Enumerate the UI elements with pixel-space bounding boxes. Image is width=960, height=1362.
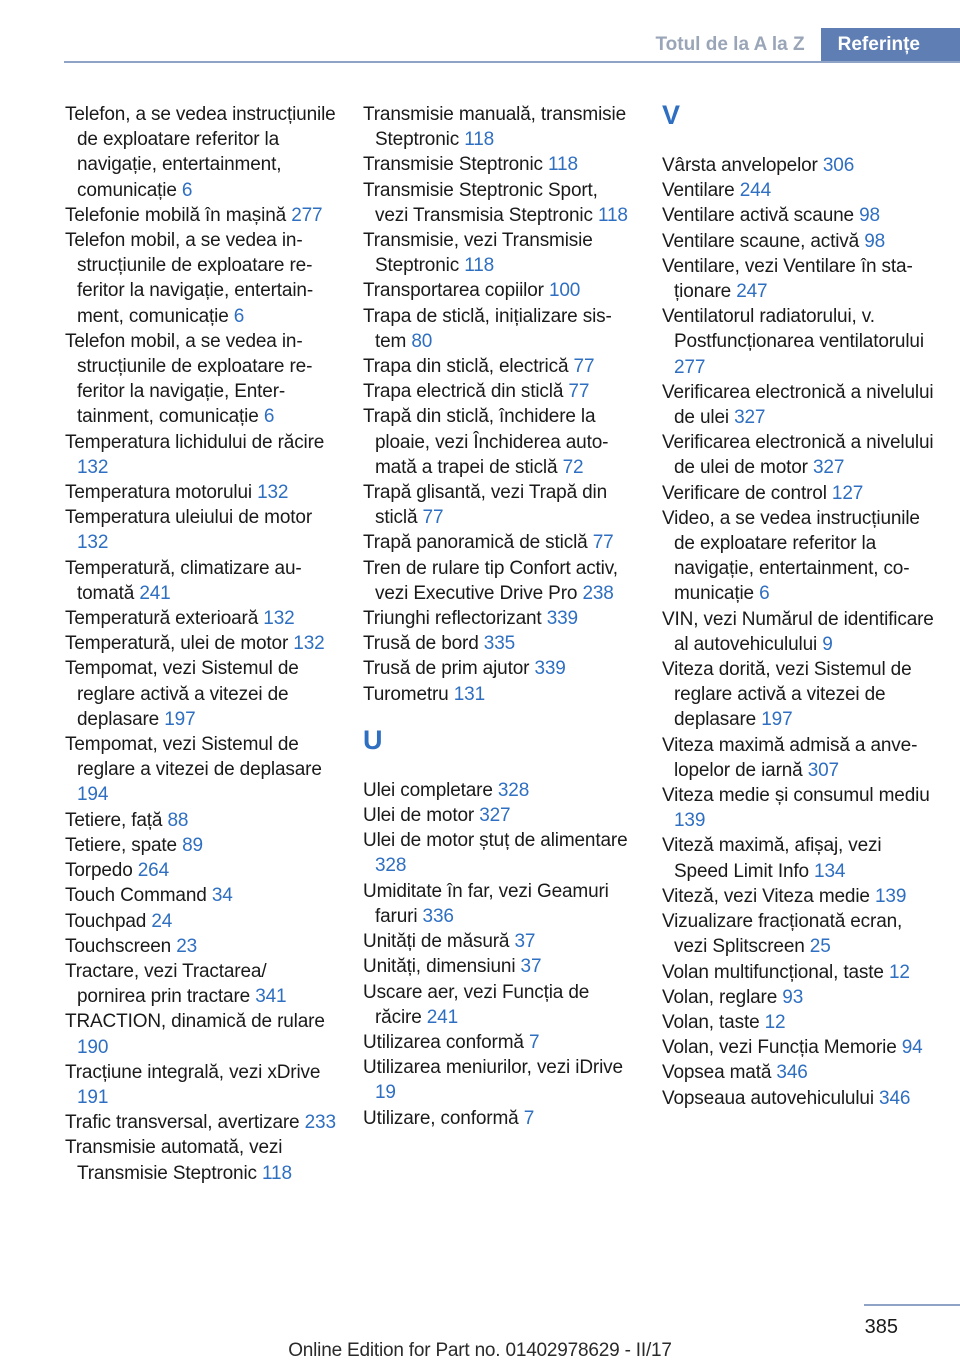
page-reference-link[interactable]: 139: [674, 810, 706, 832]
entry-term: Viteză maximă, afișaj, vezi Speed Limit Info: [662, 835, 882, 882]
page-reference-link[interactable]: 346: [879, 1087, 911, 1109]
page-reference-link[interactable]: 25: [809, 936, 831, 958]
entry-term: Telefon, a se vedea instrucțiunile de exploatare referitor la navigație, entertainment, comunicație: [65, 104, 336, 201]
entry-term: Tractare, vezi Tractarea/ pornirea prin tractare: [65, 960, 267, 1008]
index-entry: [65, 808, 337, 833]
index-entry: [65, 833, 337, 858]
entry-term: Touch Command: [65, 885, 207, 907]
page-reference-link[interactable]: 9: [822, 633, 833, 655]
page-reference-link[interactable]: 328: [497, 779, 530, 801]
entry-term: Ventilatorul radiatorului, v. Postfuncționarea ventilatorului: [662, 306, 924, 353]
index-entry: [662, 909, 934, 959]
page-reference-link[interactable]: 335: [483, 633, 516, 655]
index-entry: [662, 254, 934, 304]
page-reference-link[interactable]: 190: [77, 1036, 109, 1058]
page-reference-link[interactable]: 194: [77, 784, 109, 806]
letter-heading: V: [662, 100, 681, 130]
entry-term: Temperatura lichidului de răcire: [65, 431, 325, 453]
page-reference-link[interactable]: 241: [139, 582, 171, 604]
entry-term: Ventilare: [662, 180, 735, 202]
page-reference-link[interactable]: 132: [293, 633, 325, 655]
entry-term: Triunghi reflectorizant: [363, 608, 542, 630]
page-reference-link[interactable]: 77: [568, 381, 590, 403]
entry-term: VIN, vezi Numărul de identificare al autovehiculului: [662, 608, 934, 655]
index-entry: [65, 505, 337, 555]
page-reference-link[interactable]: 247: [736, 281, 768, 303]
index-entry: [363, 530, 635, 555]
index-entry: [363, 178, 635, 228]
index-entry: [65, 656, 337, 732]
index-entry: [65, 556, 337, 606]
index-entry: [363, 152, 635, 177]
page-number: 385: [864, 1316, 898, 1338]
entry-term: Touchscreen: [65, 935, 172, 957]
index-column-3: [662, 102, 934, 1111]
index-entry: [65, 203, 337, 228]
letter-heading: U: [363, 724, 383, 755]
page-reference-link[interactable]: 89: [182, 834, 203, 856]
index-entry: [65, 102, 337, 203]
page-reference-link[interactable]: 191: [77, 1086, 109, 1108]
entry-term: Tren de rulare tip Confort activ, vezi Executive Drive Pro: [363, 557, 618, 604]
page-reference-link[interactable]: 24: [151, 910, 173, 932]
page-reference-link[interactable]: 139: [874, 885, 907, 907]
entry-term: Viteza dorită, vezi Sistemul de reglare activă a vitezei de deplasare: [662, 659, 912, 731]
page-reference-link[interactable]: 118: [548, 154, 578, 176]
page-reference-link[interactable]: 94: [901, 1037, 923, 1059]
entry-term: Temperatura motorului: [65, 482, 252, 504]
index-entry: [363, 354, 635, 379]
entry-term: Tracțiune integrală, vezi xDrive: [65, 1061, 321, 1083]
entry-term: Umiditate în far, vezi Geamuri faruri: [363, 880, 609, 927]
index-entry: [65, 430, 337, 480]
entry-term: Transmisie manuală, transmisie Steptronic: [363, 104, 626, 151]
entry-term: Transportarea copiilor: [363, 280, 544, 302]
index-entry: [363, 1055, 635, 1105]
index-entry: [662, 178, 934, 203]
entry-term: Volan, vezi Funcția Memorie: [662, 1037, 897, 1059]
index-entry: [662, 985, 934, 1010]
index-entry: [662, 229, 934, 254]
page-reference-link[interactable]: 19: [375, 1082, 396, 1104]
index-entry: [662, 153, 934, 178]
page-reference-link[interactable]: 277: [291, 204, 323, 226]
page-reference-link[interactable]: 328: [375, 855, 407, 877]
page-reference-link[interactable]: 197: [761, 709, 793, 731]
entry-term: Vopseaua autovehiculului: [662, 1087, 874, 1109]
page-reference-link[interactable]: 77: [592, 532, 614, 554]
page-reference-link[interactable]: 327: [734, 407, 766, 429]
page-reference-link[interactable]: 339: [534, 658, 566, 680]
entry-term: Trapa electrică din sticlă: [363, 381, 564, 403]
index-column-1: [65, 102, 337, 1186]
index-entry: [363, 1030, 635, 1055]
entry-term: Viteza maximă admisă a anvelopelor de iarnă: [662, 734, 918, 781]
page-reference-link[interactable]: 37: [514, 931, 536, 953]
index-entry: [363, 102, 635, 152]
entry-term: Touchpad: [65, 910, 147, 932]
index-entry: [662, 430, 934, 480]
page-reference-link[interactable]: 6: [233, 305, 245, 327]
index-entry: [662, 960, 934, 985]
page-reference-link[interactable]: 34: [211, 885, 233, 907]
entry-term: Transmisie, vezi Transmisie Steptronic: [363, 230, 593, 277]
index-entry: [65, 1110, 337, 1135]
index-entry: [662, 203, 934, 228]
page-reference-link[interactable]: 132: [77, 532, 109, 554]
entry-term: Temperatură, ulei de motor: [65, 633, 289, 655]
index-entry: [662, 481, 934, 506]
entry-term: Utilizarea meniurilor, vezi iDrive: [363, 1057, 623, 1079]
page-reference-link[interactable]: 132: [77, 456, 109, 478]
active-tab[interactable]: Referințe: [821, 28, 960, 62]
index-entry: [363, 778, 635, 803]
index-entry: [363, 631, 635, 656]
index-column-2: [363, 102, 635, 1131]
entry-term: Trafic transversal, avertizare: [65, 1112, 300, 1134]
index-entry: [363, 682, 635, 707]
index-entry: [363, 304, 635, 354]
header-tabs: [631, 28, 960, 62]
page-reference-link[interactable]: 118: [598, 204, 628, 226]
page-reference-link[interactable]: 132: [263, 608, 295, 630]
page-reference-link[interactable]: 77: [573, 356, 595, 378]
page-reference-link[interactable]: 264: [137, 860, 170, 882]
entry-term: Turometru: [363, 683, 449, 705]
page-reference-link[interactable]: 306: [822, 155, 855, 176]
entry-term: Temperatură exterioară: [65, 608, 259, 630]
index-entry: [363, 606, 635, 631]
page-reference-link[interactable]: 23: [176, 935, 198, 957]
footer-rule: [864, 1304, 960, 1306]
index-entry: [662, 657, 934, 733]
index-entry: [662, 1035, 934, 1060]
entry-term: Trapă din sticlă, închidere la ploaie, vezi Închiderea automată a trapei de sticlă: [363, 406, 609, 478]
page-reference-link[interactable]: 327: [479, 805, 511, 827]
entry-term: Verificarea electronică a nivelului de ulei de motor: [662, 432, 934, 479]
entry-term: TRACTION, dinamică de rulare: [65, 1011, 325, 1033]
index-entry: [65, 959, 337, 1009]
index-entry: [65, 1060, 337, 1110]
index-entry: [65, 934, 337, 959]
page-reference-link[interactable]: 339: [546, 608, 578, 630]
entry-term: Unități, dimensiuni: [363, 956, 516, 978]
index-entry: [662, 380, 934, 430]
index-entry: [65, 228, 337, 329]
entry-term: Viteză, vezi Viteza medie: [662, 885, 870, 907]
page-reference-link[interactable]: 277: [674, 356, 706, 378]
index-entry: [662, 1010, 934, 1035]
entry-term: Tempomat, vezi Sistemul de reglare a vitezei de deplasare: [65, 734, 322, 781]
entry-term: Volan multifuncțional, taste: [662, 961, 884, 983]
index-entry: [363, 1106, 635, 1131]
page-reference-link[interactable]: 72: [562, 456, 584, 478]
index-entry: [662, 733, 934, 783]
section-tab[interactable]: Totul de la A la Z: [631, 28, 820, 62]
page-reference-link[interactable]: 197: [164, 708, 196, 730]
index-entry: [65, 909, 337, 934]
entry-term: Telefonie mobilă în mașină: [65, 204, 287, 226]
page-reference-link[interactable]: 233: [304, 1112, 336, 1134]
index-entry: [363, 980, 635, 1030]
entry-term: Transmisie Steptronic: [363, 154, 543, 176]
page-reference-link[interactable]: 80: [411, 330, 433, 352]
index-entry: [65, 1135, 337, 1185]
index-entry: [363, 803, 635, 828]
entry-term: Trusă de prim ajutor: [363, 658, 530, 680]
page-reference-link[interactable]: 98: [864, 230, 886, 252]
entry-term: Tempomat, vezi Sistemul de reglare activă a vitezei de deplasare: [65, 658, 299, 730]
index-entry: [65, 883, 337, 908]
index-entry: [65, 1009, 337, 1059]
index-entry: [662, 1086, 934, 1111]
page-reference-link[interactable]: 100: [548, 280, 581, 302]
page-reference-link[interactable]: 336: [422, 905, 454, 927]
index-entry: [662, 884, 934, 909]
entry-term: Trapă glisantă, vezi Trapă din sticlă: [363, 482, 608, 529]
page-reference-link[interactable]: 241: [426, 1006, 459, 1028]
entry-term: Ulei completare: [363, 779, 493, 801]
entry-term: Vârsta anvelopelor: [662, 155, 818, 176]
edition-footer: Online Edition for Part no. 01402978629 - II/17: [288, 1340, 672, 1361]
index-entry: [662, 304, 934, 380]
index-entry: [363, 278, 635, 303]
index-entry: [363, 556, 635, 606]
entry-term: Verificare de control: [662, 482, 827, 504]
entry-term: Telefon mobil, a se vedea instrucțiunile de exploatare referitor la navigație, Entertainment, comunicație: [65, 330, 313, 428]
entry-term: Ventilare scaune, activă: [662, 230, 860, 252]
index-entry: [65, 480, 337, 505]
page-reference-link[interactable]: 132: [257, 482, 289, 504]
page-reference-link[interactable]: 131: [453, 683, 485, 705]
entry-term: Trapă panoramică de sticlă: [363, 532, 588, 554]
page-reference-link[interactable]: 6: [263, 406, 275, 428]
entry-term: Torpedo: [65, 860, 133, 882]
index-entry: [662, 833, 934, 883]
page-reference-link[interactable]: 134: [814, 860, 846, 882]
entry-term: Telefon mobil, a se vedea instrucțiunile de exploatare referitor la navigație, entertainment, comunicație: [65, 230, 314, 327]
page-reference-link[interactable]: 77: [422, 507, 444, 529]
page-reference-link[interactable]: 238: [582, 582, 614, 604]
entry-term: Transmisie Steptronic Sport, vezi Transmisia Steptronic: [363, 179, 598, 226]
entry-term: Viteza medie și consumul mediu: [662, 785, 930, 807]
index-entry: [363, 228, 635, 278]
page-reference-link[interactable]: 127: [831, 482, 864, 504]
entry-term: Volan, taste: [662, 1011, 760, 1033]
page-reference-link[interactable]: 88: [167, 809, 189, 831]
page-reference-link[interactable]: 118: [262, 1162, 292, 1184]
page-reference-link[interactable]: 93: [782, 986, 804, 1008]
index-entry: [363, 656, 635, 681]
index-entry: [662, 506, 934, 607]
index-entry: [662, 783, 934, 833]
index-entry: [662, 1060, 934, 1085]
index-entry: [662, 607, 934, 657]
index-entry: [65, 631, 337, 656]
entry-term: Ventilare, vezi Ventilare în staționare: [662, 255, 913, 303]
entry-term: Trusă de bord: [363, 633, 479, 655]
index-entry: [363, 954, 635, 979]
entry-term: Utilizarea conformă: [363, 1031, 524, 1053]
page-reference-link[interactable]: 7: [528, 1031, 540, 1053]
entry-term: Tetiere, față: [65, 809, 163, 831]
index-entry: [65, 732, 337, 808]
page-reference-link[interactable]: 98: [859, 205, 880, 227]
index-entry: [363, 879, 635, 929]
index-entry: [363, 480, 635, 530]
page-reference-link[interactable]: 346: [776, 1062, 808, 1084]
index-entry: [363, 929, 635, 954]
index-entry: [65, 858, 337, 883]
entry-term: Unități de măsură: [363, 931, 510, 953]
page-reference-link[interactable]: 6: [181, 179, 193, 201]
entry-term: Uscare aer, vezi Funcția de răcire: [363, 981, 590, 1028]
page-reference-link[interactable]: 12: [764, 1011, 786, 1033]
entry-term: Transmisie automată, vezi Transmisie Steptronic: [65, 1137, 283, 1184]
entry-term: Utilizare, conformă: [363, 1107, 519, 1129]
entry-term: Trapa din sticlă, electrică: [363, 356, 569, 378]
index-entry: [65, 606, 337, 631]
entry-term: Verificarea electronică a nivelului de ulei: [662, 381, 934, 429]
entry-term: Temperatură, climatizare automată: [65, 557, 302, 604]
page-reference-link[interactable]: 307: [807, 759, 839, 781]
page-reference-link[interactable]: 37: [520, 956, 542, 978]
page-reference-link[interactable]: 118: [464, 255, 495, 277]
page-reference-link[interactable]: 7: [523, 1107, 535, 1129]
page-reference-link[interactable]: 118: [464, 129, 495, 151]
entry-term: Trapa de sticlă, inițializare sistem: [363, 305, 612, 352]
entry-term: Temperatura uleiului de motor: [65, 507, 313, 529]
index-entry: [363, 379, 635, 404]
page-reference-link[interactable]: 341: [255, 986, 287, 1008]
page-reference-link[interactable]: 12: [888, 961, 910, 983]
entry-term: Ulei de motor: [363, 805, 475, 827]
index-entry: [363, 828, 635, 878]
entry-term: Vizualizare fracționată ecran, vezi Splitscreen: [662, 911, 903, 958]
index-entry: [65, 329, 337, 430]
page-reference-link[interactable]: 6: [759, 583, 770, 605]
header-rule: [64, 61, 960, 63]
entry-term: Ulei de motor ștuț de alimentare: [363, 830, 628, 852]
entry-term: Vopsea mată: [662, 1062, 772, 1084]
index-entry: [363, 404, 635, 480]
page-reference-link[interactable]: 244: [739, 180, 771, 202]
entry-term: Volan, reglare: [662, 986, 778, 1008]
entry-term: Video, a se vedea instrucțiunile de exploatare referitor la navigație, entertainment, comunicație: [662, 507, 920, 605]
entry-term: Tetiere, spate: [65, 834, 177, 856]
entry-term: Ventilare activă scaune: [662, 205, 854, 227]
page-reference-link[interactable]: 327: [813, 457, 845, 479]
